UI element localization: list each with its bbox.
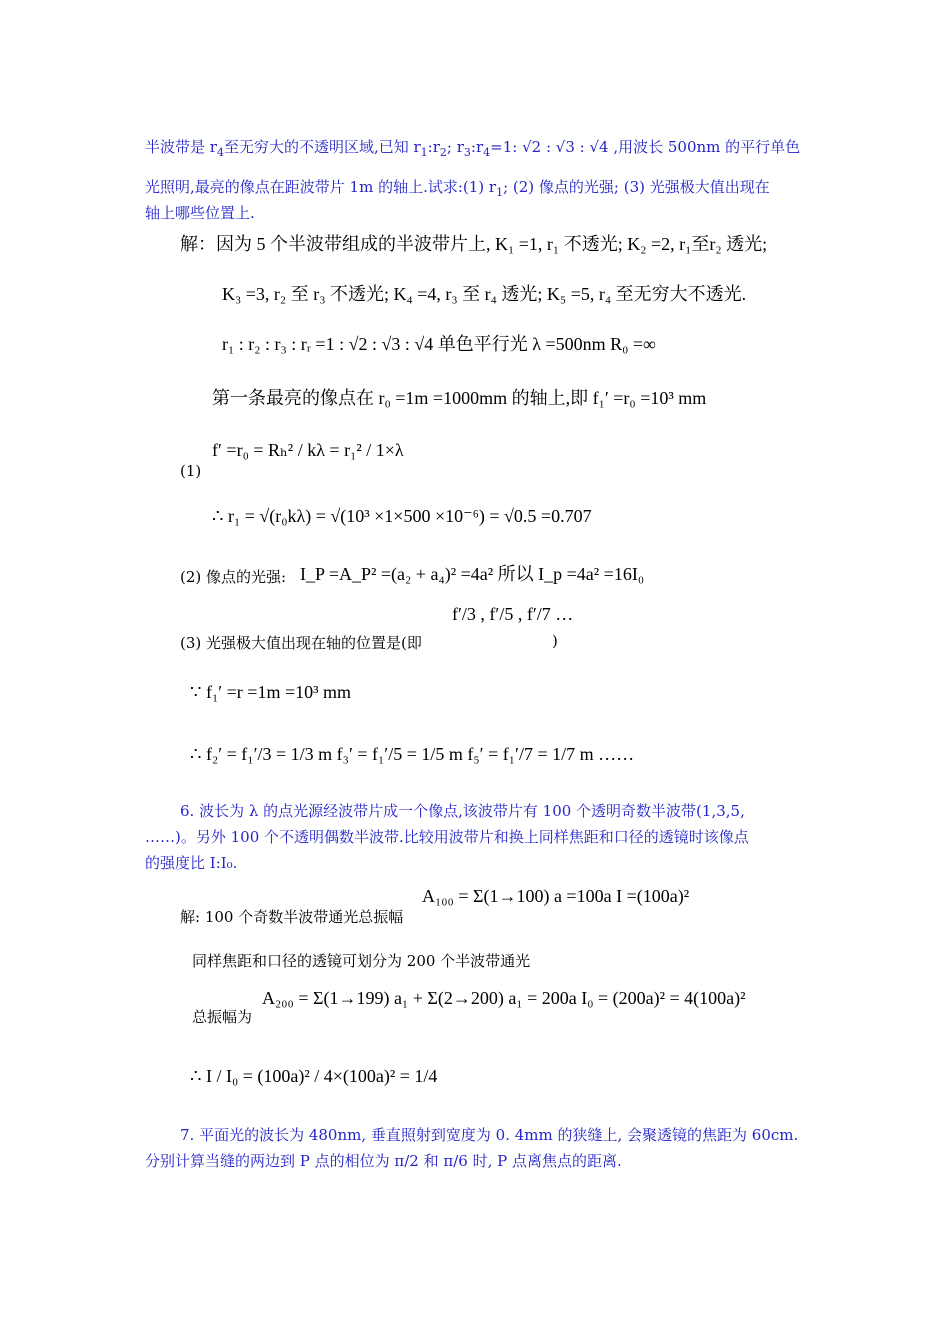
solution5-line4: 第一条最亮的像点在 r₀ =1m =1000mm 的轴上,即 f₁′ =r₀ =10³ mm bbox=[212, 388, 707, 408]
solution6-ratio: ∴ I / I₀ = (100a)² / 4×(100a)² = 1/4 bbox=[190, 1066, 438, 1086]
solution5-part2-formula: I_P =A_P² =(a₂ + a₄)² =4a² 所以 I_p =4a² =16I₀ bbox=[300, 564, 645, 584]
solution6-label3: 总振幅为 bbox=[192, 1008, 253, 1026]
solution5-line1: 解：因为 5 个半波带组成的半波带片上, K₁ =1, r₁ 不透光; K₂ =2, r₁至r₂ 透光; bbox=[180, 234, 768, 254]
solution5-part3-label: (3) 光强极大值出现在轴的位置是(即 bbox=[180, 634, 422, 652]
problem6-line1: 6. 波长为 λ 的点光源经波带片成一个像点,该波带片有 100 个透明奇数半波带(1,3,5, bbox=[180, 802, 745, 820]
problem6-line2: ……)。另外 100 个不透明偶数半波带.比较用波带片和换上同样焦距和口径的透镜时该像点 bbox=[145, 828, 749, 846]
solution6-amplitude: A₁₀₀ = Σ(1→100) a =100a I =(100a)² bbox=[422, 886, 690, 906]
solution5-focal-points: ∴ f₂′ = f₁′/3 = 1/3 m f₃′ = f₁′/5 = 1/5 m f₅′ = f₁′/7 = 1/7 m …… bbox=[190, 744, 635, 764]
problem7-line1: 7. 平面光的波长为 480nm, 垂直照射到宽度为 0. 4mm 的狭缝上, 会聚透镜的焦距为 60cm. bbox=[180, 1126, 799, 1144]
solution5-because-line: ∵ f₁′ =r =1m =10³ mm bbox=[190, 682, 352, 702]
problem5-intro-line2: 光照明,最亮的像点在距波带片 1m 的轴上.试求:(1) $r_1$; (2) 像点的光强; (3) 光强极大值出现在 bbox=[145, 178, 770, 199]
solution6-line2: 同样焦距和口径的透镜可划分为 200 个半波带通光 bbox=[192, 952, 531, 970]
solution6-lens-amplitude: A₂₀₀ = Σ(1→199) a₁ + Σ(2→200) a₁ = 200a I₀ = (200a)² = 4(100a)² bbox=[262, 988, 746, 1008]
problem5-intro-line3: 轴上哪些位置上. bbox=[145, 204, 255, 222]
solution5-line3: r₁ : r₂ : r₃ : rᵣ =1 : √2 : √3 : √4 单色平行光 λ =500nm R₀ =∞ bbox=[222, 334, 656, 354]
solution5-part1-label: (1) bbox=[180, 462, 202, 480]
problem7-line2: 分别计算当缝的两边到 P 点的相位为 π/2 和 π/6 时, P 点离焦点的距离. bbox=[145, 1152, 622, 1170]
problem6-line3: 的强度比 I:I₀. bbox=[145, 854, 238, 872]
solution5-part1-formula: f′ =r₀ = Rₕ² / kλ = r₁² / 1×λ bbox=[212, 440, 404, 460]
solution5-part3-close: ) bbox=[552, 632, 558, 650]
solution6-label1: 解: 100 个奇数半波带通光总振幅 bbox=[180, 908, 404, 926]
solution5-r1-result: ∴ r₁ = √(r₀kλ) = √(10³ ×1×500 ×10⁻⁶) = √0.5 =0.707 bbox=[212, 506, 592, 526]
solution5-part2-label: (2) 像点的光强: bbox=[180, 568, 287, 586]
problem5-intro-line1: 半波带是 $r_4$至无穷大的不透明区域,已知 $r_1:r_2$; $r_3:r_4=1$: √2 : √3 : √4 ,用波长 500nm 的平行单色 bbox=[145, 138, 801, 159]
solution5-line2: K₃ =3, r₂ 至 r₃ 不透光; K₄ =4, r₃ 至 r₄ 透光; K₅ =5, r₄ 至无穷大不透光. bbox=[222, 284, 747, 304]
solution5-part3-fractions: f′/3 , f′/5 , f′/7 … bbox=[452, 604, 574, 624]
